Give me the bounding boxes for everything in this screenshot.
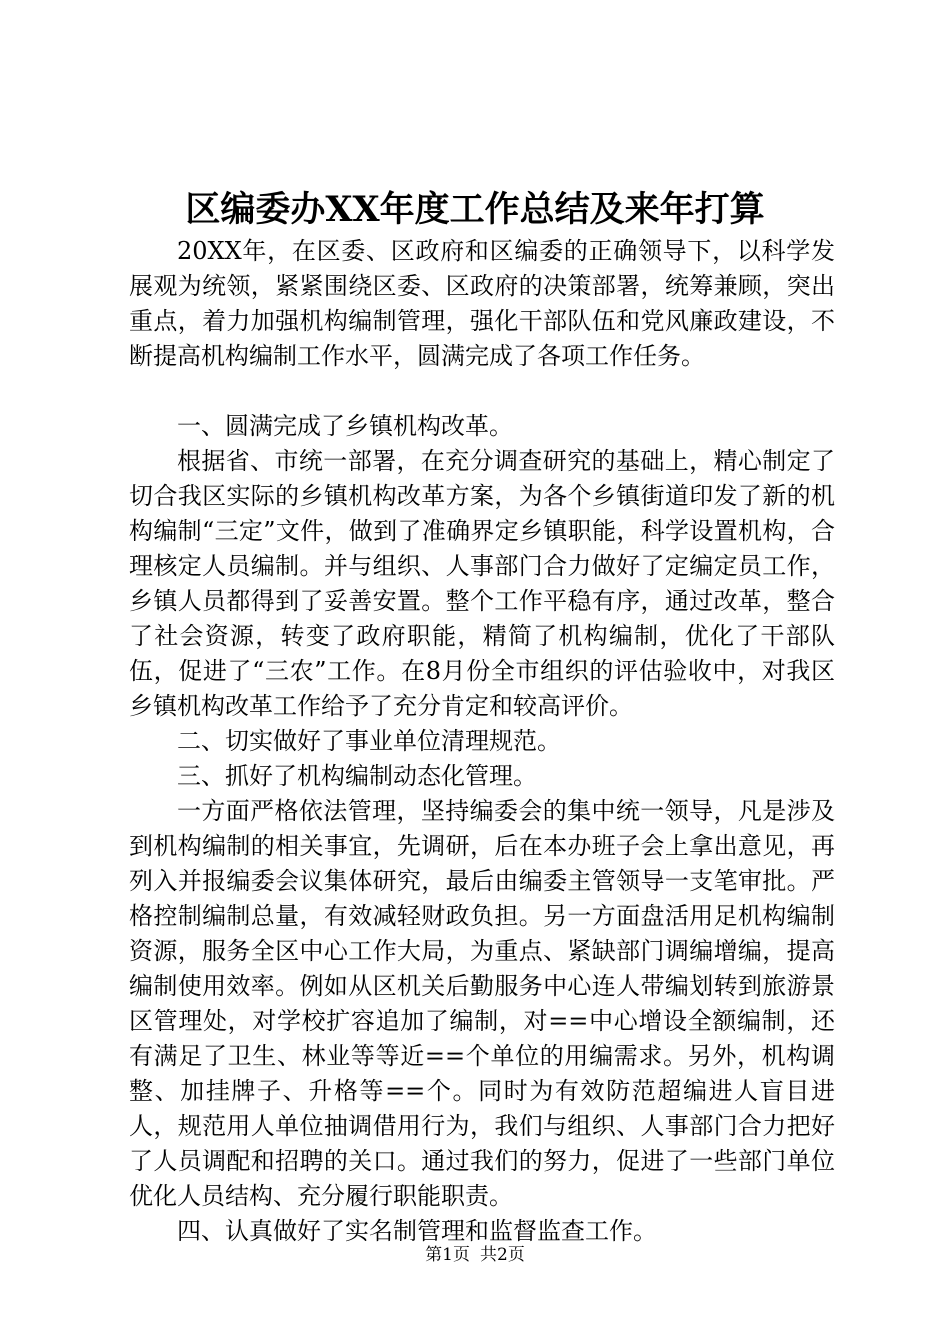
- page-number-current: 第1页: [425, 1245, 470, 1265]
- section-heading-2: 二、切实做好了事业单位清理规范。: [177, 727, 561, 755]
- section-heading-1: 一、圆满完成了乡镇机构改革。: [177, 412, 513, 440]
- section-heading-3: 三、抓好了机构编制动态化管理。: [177, 762, 537, 790]
- document-title: 区编委办XX年度工作总结及来年打算: [185, 189, 765, 230]
- paragraph-gap: [129, 374, 835, 409]
- section-heading-4: 四、认真做好了实名制管理和监督监查工作。: [177, 1217, 657, 1245]
- document-body: [129, 234, 835, 1249]
- page-number-total: 共2页: [480, 1245, 525, 1265]
- section-3-paragraph: 一方面严格依法管理，坚持编委会的集中统一领导，凡是涉及到机构编制的相关事宜，先调研，后在本办班子会上拿出意见，再列入并报编委会议集体研究，最后由编委主管领导一支笔审批。严格控制编制总量，有效减轻财政负担。另一方面盘活用足机构编制资源，服务全区中心工作大局，为重点、紧缺部门调编增编，提高编制使用效率。例如从区机关后勤服务中心连人带编划转到旅游景区管理处，对学校扩容追加了编制，对==中心增设全额编制，还有满足了卫生、林业等等近==个单位的用编需求。另外，机构调整、加挂牌子、升格等==个。同时为有效防范超编进人盲目进人，规范用人单位抽调借用行为，我们与组织、人事部门合力把好了人员调配和招聘的关口。通过我们的努力，促进了一些部门单位优化人员结构、充分履行职能职责。: [129, 797, 835, 1210]
- intro-paragraph: 20XX年，在区委、区政府和区编委的正确领导下，以科学发展观为统领，紧紧围绕区委、区政府的决策部署，统筹兼顾，突出重点，着力加强机构编制管理，强化干部队伍和党风廉政建设，不断提高机构编制工作水平，圆满完成了各项工作任务。: [129, 237, 835, 370]
- section-1-paragraph: 根据省、市统一部署，在充分调查研究的基础上，精心制定了切合我区实际的乡镇机构改革方案，为各个乡镇街道印发了新的机构编制“三定”文件，做到了准确界定乡镇职能，科学设置机构，合理核定人员编制。并与组织、人事部门合力做好了定编定员工作，乡镇人员都得到了妥善安置。整个工作平稳有序，通过改革，整合了社会资源，转变了政府职能，精简了机构编制，优化了干部队伍，促进了“三农”工作。在8月份全市组织的评估验收中，对我区乡镇机构改革工作给予了充分肯定和较高评价。: [129, 447, 835, 720]
- page-footer: [0, 1244, 950, 1266]
